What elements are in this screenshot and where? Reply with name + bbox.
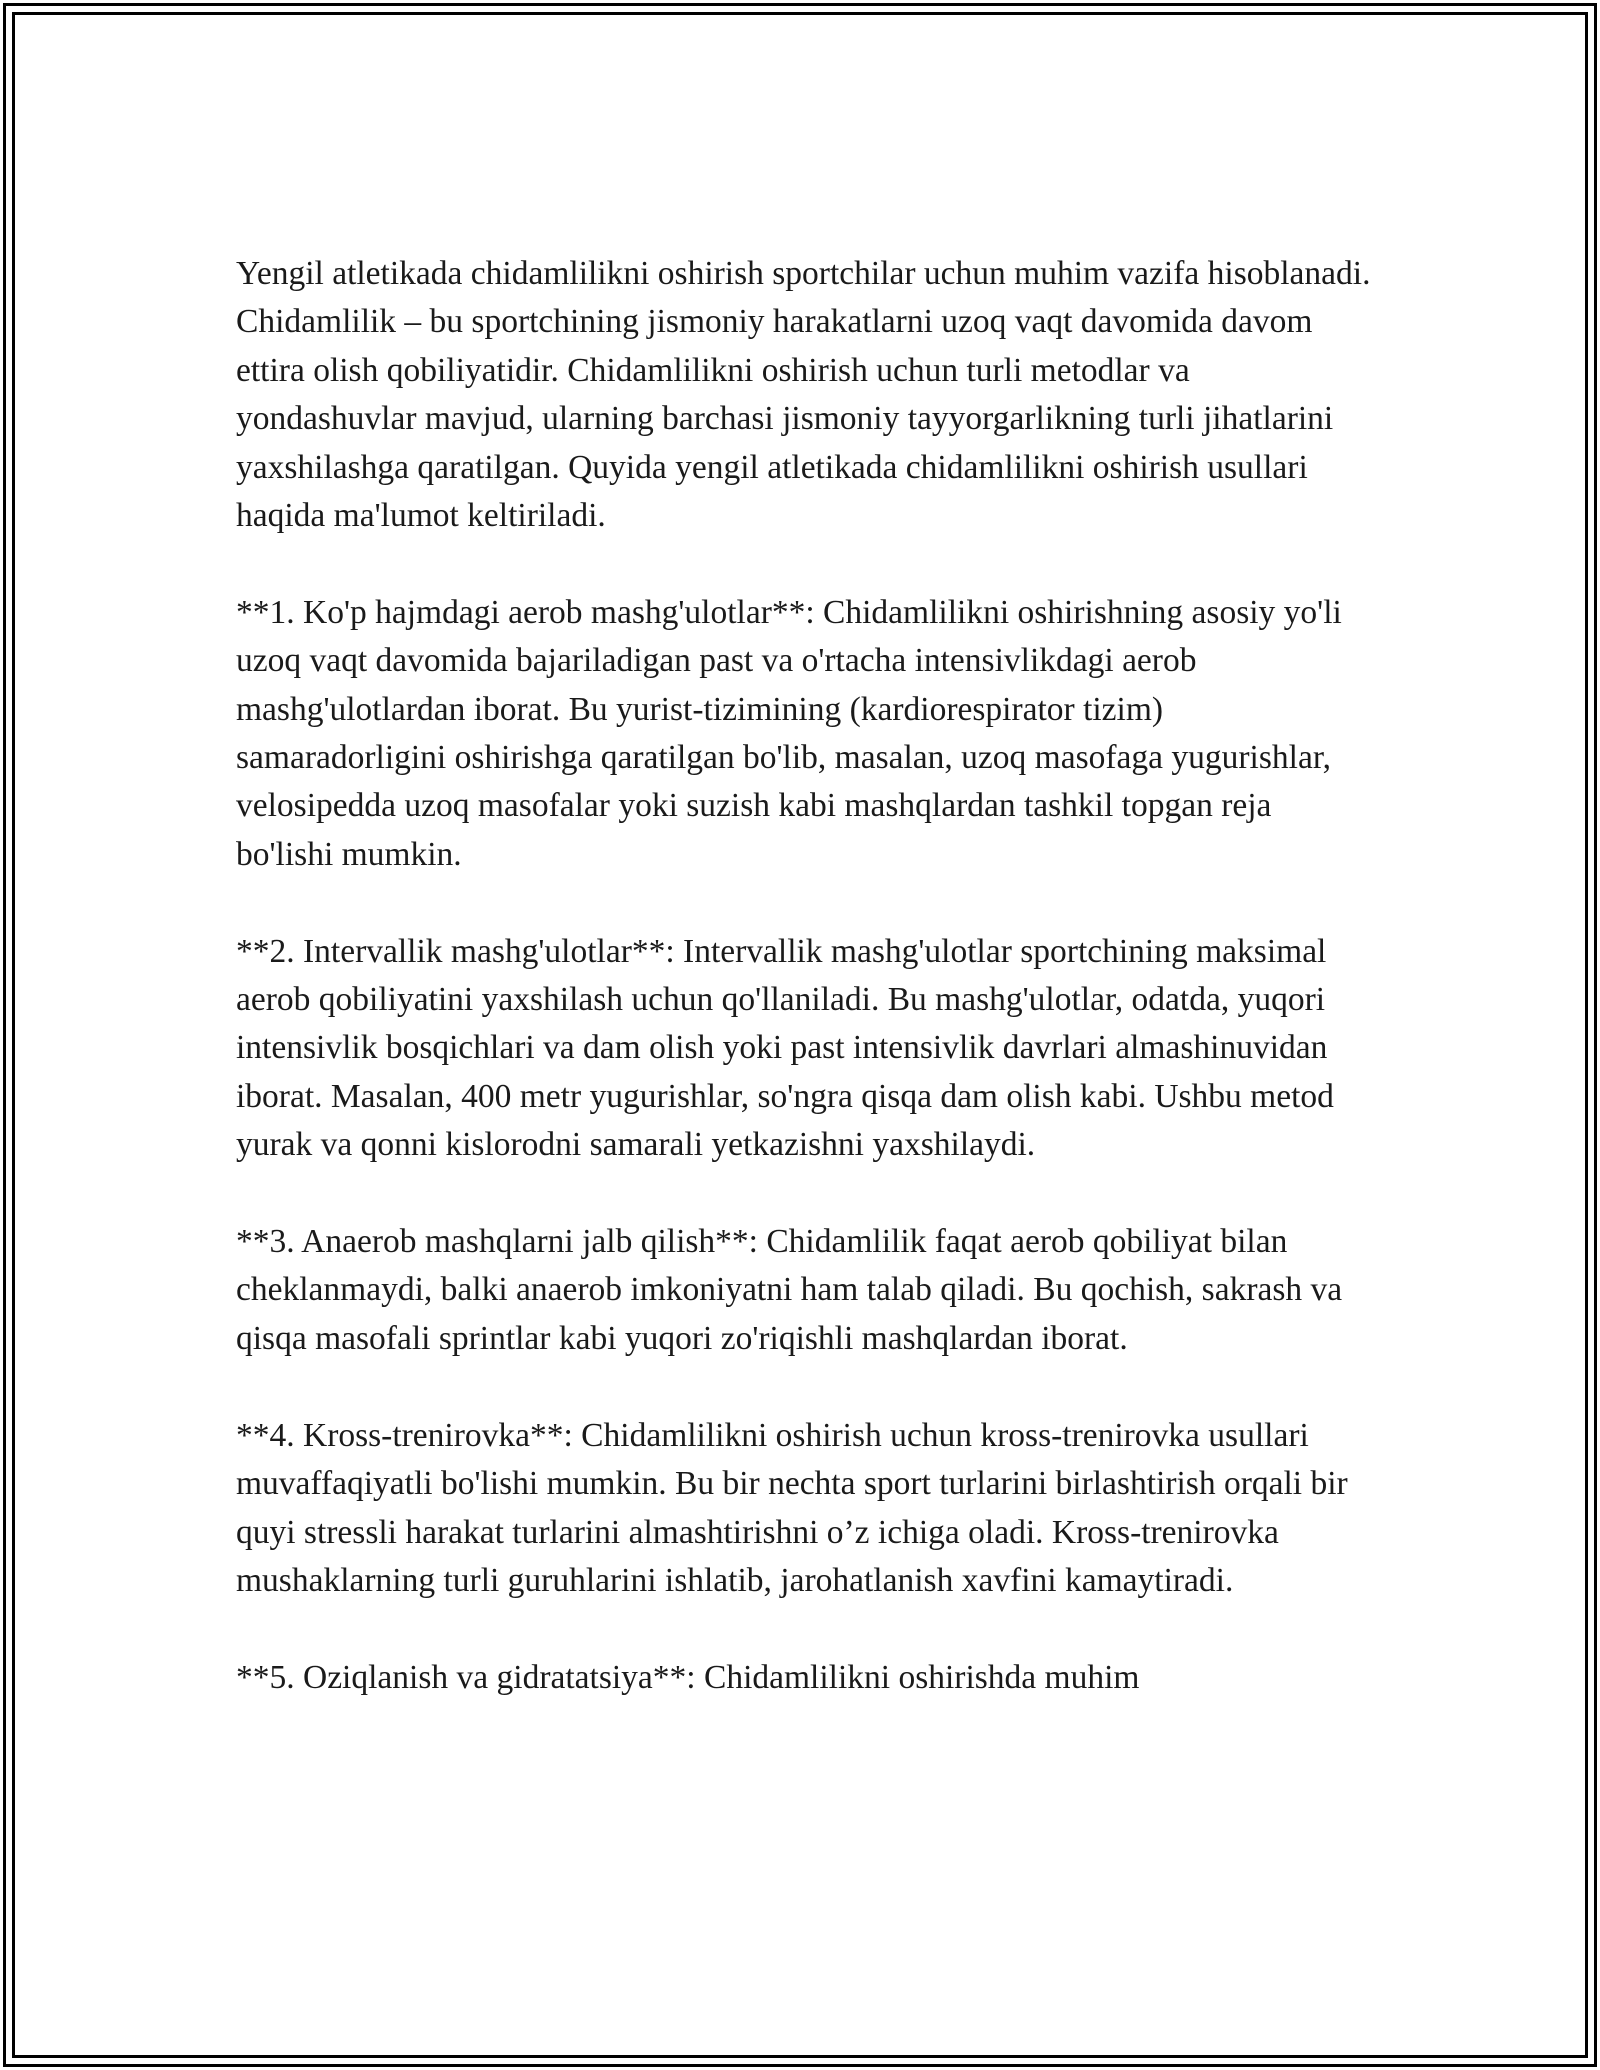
- paragraph-nutrition-hydration: **5. Oziqlanish va gidratatsiya**: Chidamlilikni oshirishda muhim: [236, 1658, 1140, 1696]
- paragraph-interval-training: **2. Intervallik mashg'ulotlar**: Intervallik mashg'ulotlar sportchining maksimal aerob qobiliyatini yaxshilash uchun qo'llaniladi. Bu mashg'ulotlar, odatda, yuqori intensivlik bosqichlari va dam olish yoki past intensivlik davrlari almashinuvidan iborat. Masalan, 400 metr yugurishlar, so'ngra qisqa dam olish kabi. Ushbu metod yurak va qonni kislorodni samarali yetkazishni yaxshilaydi.: [236, 932, 1334, 1164]
- document-body: [236, 250, 1376, 1751]
- intro-paragraph: Yengil atletikada chidamlilikni oshirish sportchilar uchun muhim vazifa hisoblanadi. Chidamlilik – bu sportchining jismoniy harakatlarni uzoq vaqt davomida davom ettira olish qobiliyatidir. Chidamlilikni oshirish uchun turli metodlar va yondashuvlar mavjud, ularning barchasi jismoniy tayyorgarlikning turli jihatlarini yaxshilashga qaratilgan. Quyida yengil atletikada chidamlilikni oshirish usullari haqida ma'lumot keltiriladi.: [236, 255, 1371, 535]
- paragraph-anaerobic-exercises: **3. Anaerob mashqlarni jalb qilish**: Chidamlilik faqat aerob qobiliyat bilan cheklanmaydi, balki anaerob imkoniyatni ham talab qiladi. Bu qochish, sakrash va qisqa masofali sprintlar kabi yuqori zo'riqishli mashqlardan iborat.: [236, 1223, 1343, 1357]
- paragraph-cross-training: **4. Kross-trenirovka**: Chidamlilikni oshirish uchun kross-trenirovka usullari muvaffaqiyatli bo'lishi mumkin. Bu bir nechta sport turlarini birlashtirish orqali bir quyi stressli harakat turlarini almashtirishni o’z ichiga oladi. Kross-trenirovka mushaklarning turli guruhlarini ishlatib, jarohatlanish xavfini kamaytiradi.: [236, 1416, 1348, 1599]
- paragraph-aerobic-training: **1. Ko'p hajmdagi aerob mashg'ulotlar**: Chidamlilikni oshirishning asosiy yo'li uzoq vaqt davomida bajariladigan past va o'rtacha intensivlikdagi aerob mashg'ulotlardan iborat. Bu yurist-tizimining (kardiorespirator tizim) samaradorligini oshirishga qaratilgan bo'lib, masalan, uzoq masofaga yugurishlar, velosipedda uzoq masofalar yoki suzish kabi mashqlardan tashkil topgan reja bo'lishi mumkin.: [236, 593, 1342, 873]
